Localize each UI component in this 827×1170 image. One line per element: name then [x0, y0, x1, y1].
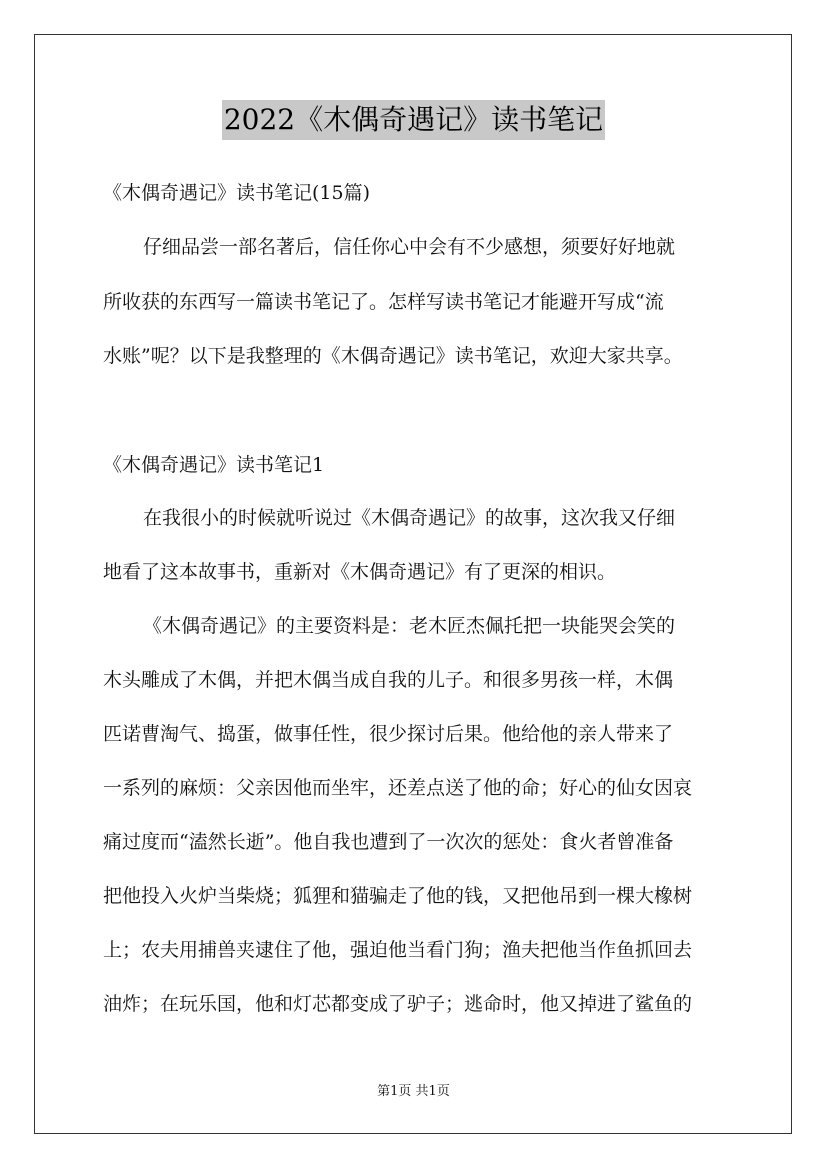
- page-number-footer: 第1页 共1页: [377, 1084, 450, 1099]
- section-heading: 《木偶奇遇记》读书笔记1: [103, 454, 325, 476]
- paragraph-line: 把他投入火炉当柴烧；狐狸和猫骗走了他的钱，又把他吊到一棵大橡树: [103, 885, 693, 907]
- paragraph-line: 上；农夫用捕兽夹逮住了他，强迫他当看门狗；渔夫把他当作鱼抓回去: [103, 939, 693, 961]
- paragraph-line: 《木偶奇遇记》的主要资料是：老木匠杰佩托把一块能哭会笑的: [143, 615, 676, 637]
- paragraph-line: 油炸；在玩乐国，他和灯芯都变成了驴子；逃命时，他又掉进了鲨鱼的: [103, 993, 693, 1015]
- intro-line: 所收获的东西写一篇读书笔记了。怎样写读书笔记才能避开写成“流: [103, 291, 664, 313]
- document-title: 2022《木偶奇遇记》读书笔记: [222, 100, 605, 140]
- document-subtitle: 《木偶奇遇记》读书笔记(15篇): [103, 182, 371, 204]
- paragraph-line: 木头雕成了木偶，并把木偶当成自我的儿子。和很多男孩一样，木偶: [103, 669, 674, 691]
- intro-line: 水账”呢？以下是我整理的《木偶奇遇记》读书笔记，欢迎大家共享。: [103, 345, 683, 367]
- paragraph-line: 痛过度而“溘然长逝”。他自我也遭到了一次次的惩处：食火者曾准备: [103, 831, 674, 853]
- paragraph-line: 一系列的麻烦：父亲因他而坐牢，还差点送了他的命；好心的仙女因哀: [103, 777, 693, 799]
- intro-line: 仔细品尝一部名著后，信任你心中会有不少感想，须要好好地就: [143, 236, 676, 258]
- paragraph-line: 匹诺曹淘气、捣蛋，做事任性，很少探讨后果。他给他的亲人带来了: [103, 723, 674, 745]
- paragraph-line: 在我很小的时候就听说过《木偶奇遇记》的故事，这次我又仔细: [143, 507, 676, 529]
- title-container: [0, 100, 827, 140]
- paragraph-line: 地看了这本故事书，重新对《木偶奇遇记》有了更深的相识。: [103, 561, 617, 583]
